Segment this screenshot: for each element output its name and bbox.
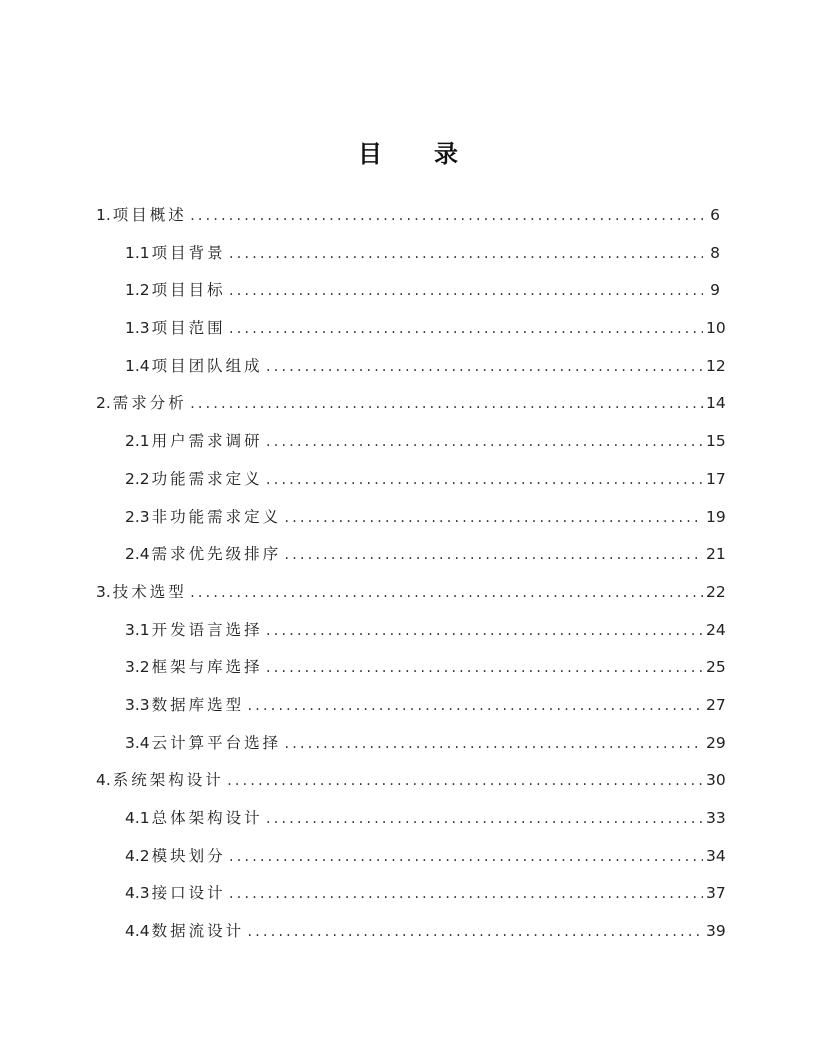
toc-entry[interactable] [96, 612, 726, 650]
toc-entry-page-number: 29 [706, 733, 726, 752]
toc-entry-title: 项目目标 [151, 281, 226, 300]
toc-entry[interactable] [96, 574, 726, 612]
toc-dot-leader [265, 349, 703, 387]
toc-dot-leader [246, 914, 703, 952]
toc-entry-page-number: 37 [706, 884, 726, 903]
toc-entry-title: 技术选型 [112, 582, 187, 601]
toc-entry-number: 1.3 [125, 319, 150, 338]
toc-entry-page-number: 25 [706, 658, 726, 677]
toc-entry-page-number: 12 [706, 356, 726, 375]
toc-entry-title: 项目背景 [151, 243, 226, 262]
toc-entry-page-number: 21 [706, 545, 726, 564]
toc-entry-page-number: 19 [706, 507, 726, 526]
toc-entry[interactable] [96, 687, 726, 725]
toc-entry-page-number: 27 [706, 695, 726, 714]
toc-entry-number: 4.2 [125, 846, 150, 865]
toc-dot-leader [228, 273, 703, 311]
toc-entry[interactable] [96, 348, 726, 386]
toc-dot-leader [189, 575, 703, 613]
toc-entry-title: 需求分析 [112, 394, 187, 413]
toc-entry-title: 数据流设计 [151, 922, 245, 941]
toc-entry-title: 系统架构设计 [112, 771, 224, 790]
toc-entry[interactable] [96, 197, 720, 235]
toc-dot-leader [228, 839, 703, 877]
toc-dot-leader [265, 650, 703, 688]
toc-dot-leader [283, 500, 703, 538]
toc-dot-leader [265, 424, 703, 462]
toc-entry-title: 项目概述 [112, 206, 187, 224]
toc-entry-number: 2.3 [125, 507, 150, 526]
toc-entry-page-number: 17 [706, 469, 726, 488]
toc-entry-number: 1. [96, 206, 111, 224]
toc-dot-leader [189, 198, 703, 236]
toc-entry[interactable] [96, 310, 726, 348]
toc-entry-title: 总体架构设计 [151, 809, 263, 827]
toc-entry[interactable] [96, 235, 720, 273]
toc-title-char-1: 目 [358, 139, 382, 169]
toc-dot-leader [228, 236, 703, 274]
toc-entry-title: 云计算平台选择 [151, 733, 282, 752]
toc-entry-title: 项目团队组成 [151, 356, 263, 375]
toc-entry-page-number: 39 [706, 922, 726, 941]
toc-entry-number: 4.3 [125, 884, 150, 903]
toc-entry-title: 开发语言选择 [151, 620, 263, 639]
toc-entry-title: 项目范围 [151, 319, 226, 338]
toc-entry-page-number: 9 [710, 281, 720, 300]
toc-entry[interactable] [96, 499, 726, 537]
toc-entry[interactable] [96, 913, 726, 951]
toc-entry-page-number: 6 [710, 206, 720, 224]
toc-entry-number: 3. [96, 582, 111, 601]
toc-entry-number: 3.3 [125, 695, 150, 714]
toc-entry-number: 4. [96, 771, 111, 790]
toc-entry-number: 2.4 [125, 545, 150, 564]
toc-entry-title: 用户需求调研 [151, 432, 263, 451]
toc-entry-title: 功能需求定义 [151, 469, 263, 488]
toc-entry[interactable] [96, 800, 726, 838]
toc-entry[interactable] [96, 875, 726, 913]
toc-dot-leader [189, 386, 703, 424]
toc-entry-number: 4.1 [125, 809, 150, 827]
toc-entry-number: 1.1 [125, 243, 150, 262]
toc-dot-leader [246, 688, 703, 726]
toc-entry-number: 3.2 [125, 658, 150, 677]
toc-entry-page-number: 14 [706, 394, 726, 413]
toc-entry-number: 2.1 [125, 432, 150, 451]
toc-entry[interactable] [96, 649, 726, 687]
toc-entry-title: 需求优先级排序 [151, 545, 282, 564]
toc-dot-leader [265, 462, 703, 500]
toc-title [0, 134, 816, 169]
toc-entry-number: 3.1 [125, 620, 150, 639]
toc-dot-leader [265, 613, 703, 651]
toc-entry-title: 非功能需求定义 [151, 507, 282, 526]
toc-dot-leader [283, 537, 703, 575]
toc-entry-number: 2.2 [125, 469, 150, 488]
toc-entry[interactable] [96, 461, 726, 499]
toc-entry[interactable] [96, 838, 726, 876]
toc-entry-page-number: 24 [706, 620, 726, 639]
toc-entry[interactable] [96, 385, 726, 423]
table-of-contents [96, 197, 726, 951]
toc-entry[interactable] [96, 725, 726, 763]
toc-entry-page-number: 15 [706, 432, 726, 451]
toc-entry-page-number: 33 [706, 809, 726, 827]
toc-entry-number: 1.2 [125, 281, 150, 300]
toc-entry-number: 2. [96, 394, 111, 413]
toc-dot-leader [228, 876, 703, 914]
toc-dot-leader [228, 311, 703, 349]
toc-entry-page-number: 10 [706, 319, 726, 338]
toc-entry-page-number: 34 [706, 846, 726, 865]
toc-title-char-2: 录 [434, 139, 458, 169]
toc-entry-page-number: 8 [710, 243, 720, 262]
toc-entry-number: 4.4 [125, 922, 150, 941]
toc-entry-title: 数据库选型 [151, 695, 245, 714]
toc-entry-number: 3.4 [125, 733, 150, 752]
toc-dot-leader [265, 801, 703, 839]
toc-dot-leader [283, 726, 703, 764]
toc-entry-title: 模块划分 [151, 846, 226, 865]
toc-entry-page-number: 22 [706, 582, 726, 601]
toc-entry-title: 框架与库选择 [151, 658, 263, 677]
toc-entry-title: 接口设计 [151, 884, 226, 903]
toc-entry[interactable] [96, 423, 726, 461]
toc-dot-leader [226, 763, 703, 801]
toc-entry[interactable] [96, 536, 726, 574]
toc-entry-page-number: 30 [706, 771, 726, 790]
toc-entry[interactable] [96, 272, 720, 310]
toc-entry[interactable] [96, 762, 726, 800]
toc-entry-number: 1.4 [125, 356, 150, 375]
